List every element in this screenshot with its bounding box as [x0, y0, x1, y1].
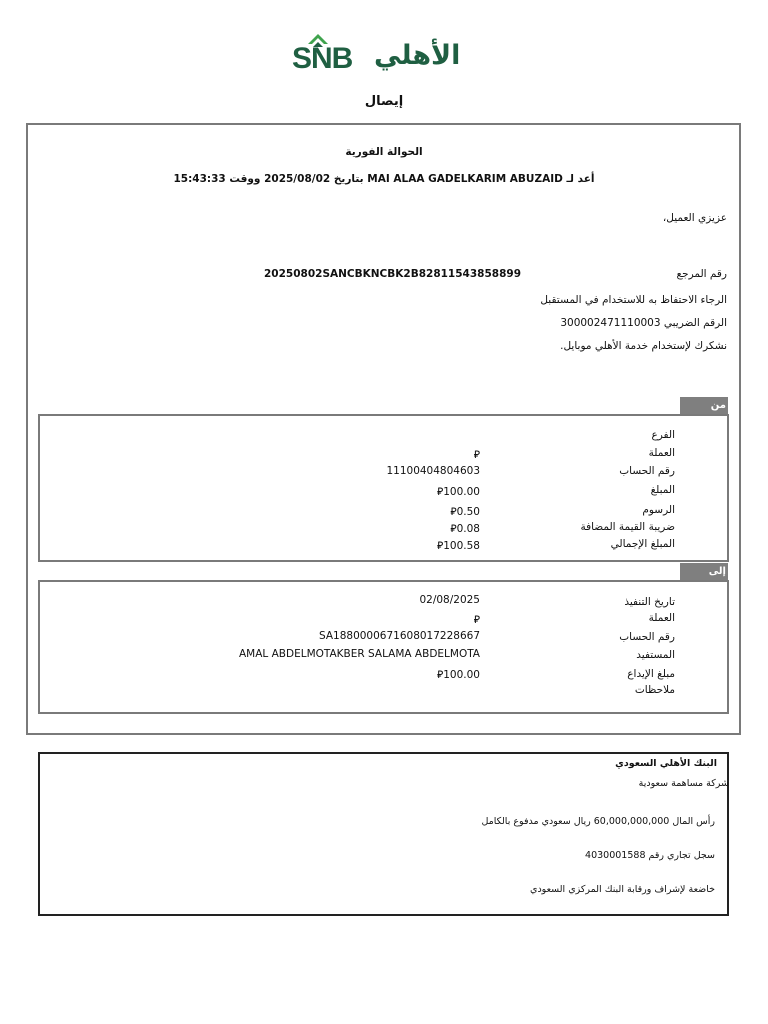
to-beneficiary-label: المستفيد: [636, 649, 675, 661]
tax-number: الرقم الضريبي 300002471110003: [560, 317, 727, 329]
to-currency-value: ⃁: [473, 614, 480, 626]
from-vat-value: ⃁0.08: [450, 523, 480, 535]
from-account-label: رقم الحساب: [619, 465, 675, 477]
reference-label: رقم المرجع: [676, 268, 727, 280]
from-amount-value: ⃁100.00: [437, 486, 480, 498]
greeting: عزيزي العميل،: [662, 212, 727, 224]
from-section-header: من: [680, 397, 728, 415]
from-vat-label: ضريبة القيمة المضافة: [580, 521, 675, 533]
from-currency-value: ⃁: [473, 449, 480, 461]
footer-capital: رأس المال 60,000,000,000 ريال سعودي مدفوع بالكامل: [481, 816, 715, 827]
thanks-message: نشكرك لإستخدام خدمة الأهلي موبايل.: [560, 340, 727, 352]
to-exec-date-value: 02/08/2025: [419, 594, 480, 606]
to-notes-label: ملاحظات: [634, 684, 675, 696]
from-fees-value: ⃁0.50: [450, 506, 480, 518]
from-branch-label: الفرع: [651, 429, 675, 441]
from-total-label: المبلغ الإجمالي: [610, 538, 675, 550]
to-beneficiary-value: AMAL ABDELMOTAKBER SALAMA ABDELMOTA: [239, 648, 480, 660]
to-account-label: رقم الحساب: [619, 631, 675, 643]
receipt-heading: الحوالة الفورية: [345, 146, 423, 158]
page-title: إيصال: [364, 94, 404, 109]
keep-note: الرجاء الاحتفاظ به للاستخدام في المستقبل: [540, 294, 727, 306]
to-deposit-label: مبلغ الإيداع: [627, 668, 675, 680]
from-fees-label: الرسوم: [642, 504, 675, 516]
to-section-header: إلى: [680, 563, 728, 581]
footer-bank-name: البنك الأهلي السعودي: [615, 758, 717, 769]
snb-logo: [290, 30, 470, 82]
logo-arabic: الأهلي: [374, 40, 461, 71]
footer-company-type: شركة مساهمة سعودية: [638, 778, 729, 789]
from-section-box: [38, 414, 729, 562]
footer-supervision: خاضعة لإشراف ورقابة البنك المركزي السعودي: [530, 884, 715, 895]
logo-latin: SNB: [292, 42, 353, 75]
to-currency-label: العملة: [648, 612, 675, 624]
to-section-box: [38, 580, 729, 714]
reference-value: 20250802SANCBKNCBK2B82811543858899: [264, 268, 521, 280]
to-exec-date-label: تاريخ التنفيذ: [624, 596, 675, 608]
from-amount-label: المبلغ: [650, 484, 675, 496]
from-currency-label: العملة: [648, 447, 675, 459]
footer-commercial-register: سجل تجاري رقم 4030001588: [585, 850, 715, 861]
to-account-value: SA1880000671608017228667: [318, 630, 480, 642]
to-deposit-value: ⃁100.00: [437, 669, 480, 681]
bank-footer: [38, 752, 729, 916]
from-account-value: 11100404804603: [386, 465, 480, 477]
from-total-value: ⃁100.58: [437, 540, 480, 552]
prepared-line: أعد لـ MAI ALAA GADELKARIM ABUZAID بتاريخ 2025/08/02 ووقت 15:43:33: [173, 173, 595, 185]
